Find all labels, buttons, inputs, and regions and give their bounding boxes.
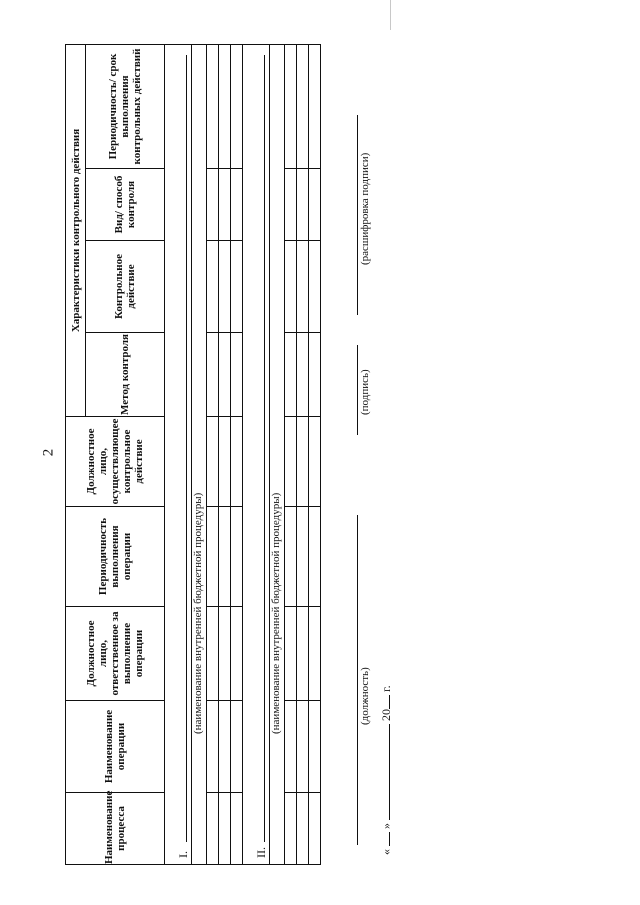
table-row: [285, 44, 297, 864]
decode-line: [357, 115, 358, 315]
header-operation-name: Наименование операции: [66, 701, 165, 793]
header-control-action: Контрольное действие: [86, 241, 165, 333]
signature-line: [357, 345, 358, 435]
position-caption: (должность): [359, 667, 371, 725]
rotated-sheet: [65, 45, 393, 865]
header-process-name: Наименование процесса: [66, 793, 165, 865]
header-control-type: Вид/ способ контроля: [86, 169, 165, 241]
section-row-1: [165, 44, 192, 864]
section-number: II.: [254, 847, 268, 858]
control-map-table: [65, 44, 321, 865]
header-control-period: Периодичность/ срок выполнения контрольных действий: [86, 44, 165, 168]
signature-block: [343, 45, 403, 865]
section-caption: (наименование внутренней бюджетной процедуры): [192, 492, 204, 734]
date-line: [379, 685, 394, 855]
table-row: [309, 44, 321, 864]
caption-row-2: [270, 44, 285, 864]
page-edge-mark: [390, 0, 391, 30]
section-number: I.: [176, 851, 190, 858]
section-caption: (наименование внутренней бюджетной процедуры): [270, 492, 282, 734]
year-suffix: г.: [379, 685, 393, 692]
table-row: [219, 44, 231, 864]
header-responsible-official: Должностное лицо, ответственное за выполнение операции: [66, 607, 165, 701]
header-operation-frequency: Периодичность выполнения операции: [66, 507, 165, 607]
table-row: [297, 44, 309, 864]
table-row: [231, 44, 243, 864]
decode-caption: (расшифровка подписи): [359, 152, 371, 265]
table-row: [207, 44, 219, 864]
position-line: [357, 515, 358, 845]
date-open-quote: «: [379, 849, 393, 855]
section-fill-line: [186, 55, 187, 842]
header-control-method: Метод контроля: [86, 333, 165, 417]
section-row-2: [243, 44, 270, 864]
header-control-official: Должностное лицо, осуществляющее контрольное действие: [66, 417, 165, 507]
header-control-characteristics: Характеристики контрольного действия: [66, 44, 86, 416]
date-close-quote: »: [379, 823, 393, 829]
section-fill-line: [264, 55, 265, 842]
signature-caption: (подпись): [359, 369, 371, 415]
caption-row-1: [192, 44, 207, 864]
page-number: 2: [40, 448, 57, 457]
year-prefix: 20: [379, 709, 393, 721]
